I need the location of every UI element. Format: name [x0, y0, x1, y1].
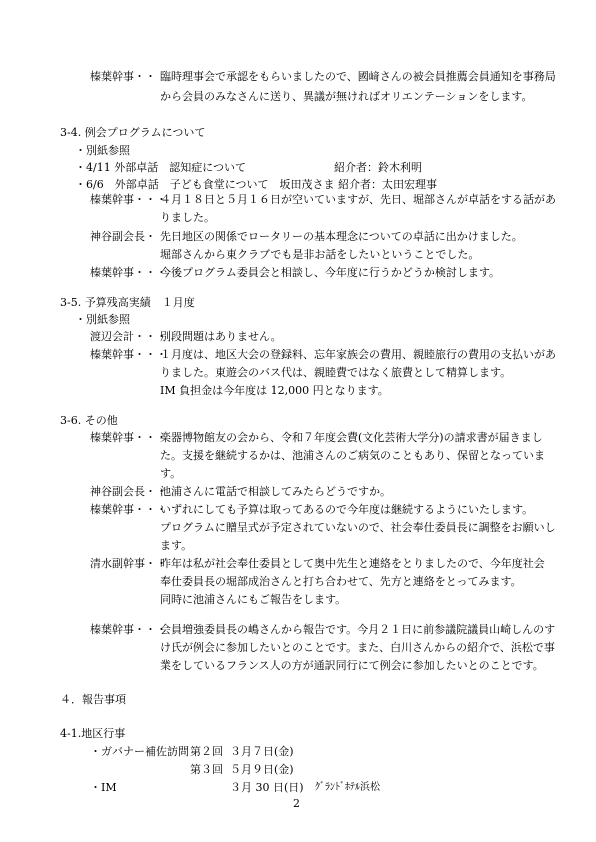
paragraph-line: 池浦さんに電話で相談してみたらどうですか。	[160, 485, 391, 498]
speaker-label: 榛葉幹事・・	[90, 70, 156, 83]
paragraph-line: 昨年は私が社会奉仕委員として奥中先生と連絡をとりましたので、今年度社会	[160, 557, 545, 570]
paragraph-line: 堀部さんから東クラブでも是非お話をしたいということでした。	[160, 248, 480, 261]
paragraph-line: 今後プログラム委員会と相談し、今年度に行うかどうか検討します。	[160, 266, 501, 279]
speaker-label: 榛葉幹事・・・	[90, 266, 167, 279]
event-date: ３月７日(金)	[230, 745, 294, 758]
subsection-heading: 4-1.地区行事	[60, 727, 126, 740]
paragraph-line: ます。	[160, 539, 193, 552]
paragraph-line: １月度は、地区大会の登録料、忘年家族会の費用、親睦旅行の費用の支払いがあ	[160, 348, 556, 361]
event-round: 第２回	[190, 745, 223, 758]
paragraph-line: 臨時理事会で承認をもらいましたので、國﨑さんの被会員推薦会員通知を事務局	[160, 70, 556, 83]
section-heading: 3-6. その他	[60, 414, 118, 427]
paragraph-line: りました。東遊会のバス代は、親睦費ではなく旅費として精算します。	[160, 366, 512, 379]
paragraph-line: す。	[160, 467, 182, 480]
paragraph-line: け氏が例会に参加したいとのことです。また、白川さんからの紹介で、浜松で事	[160, 641, 555, 654]
bullet-item: ・4/11 外部卓話 認知症について 紹介者：鈴木利明	[75, 161, 422, 174]
event-date: ３月 30 日(日)	[230, 781, 304, 794]
speaker-label: 清水副幹事・・	[90, 557, 167, 570]
section-heading: 3-5. 予算残高実績 １月度	[60, 296, 195, 309]
paragraph-line: 業をしているフランス人の方が通訳同行にて例会に参加したいとのことです。	[160, 659, 544, 672]
speaker-label: 榛葉幹事・・・	[90, 193, 167, 206]
speaker-label: 渡辺会計・・・	[90, 330, 167, 343]
speaker-label: 榛葉幹事・・・	[90, 503, 167, 516]
paragraph-line: ４月１８日と５月１６日が空いていますが、先日、堀部さんが卓話をする話があ	[160, 193, 556, 206]
paragraph-line: プログラムに贈呈式が予定されていないので、社会奉仕委員長に調整をお願いし	[160, 521, 556, 534]
event-date: ５月９日(金)	[230, 763, 294, 776]
speaker-label: 榛葉幹事・・・	[90, 623, 167, 636]
bullet-item: ・別紙参照	[75, 313, 130, 326]
paragraph-line: りました。	[160, 211, 215, 224]
speaker-label: 榛葉幹事・・・	[90, 431, 167, 444]
section-heading: ４．報告事項	[60, 693, 126, 706]
event-round: 第３回	[190, 763, 223, 776]
paragraph-line: いずれにしても予算は取ってあるので今年度は継続するようにいたします。	[160, 503, 534, 516]
paragraph-line: 別段問題はありません。	[160, 330, 282, 343]
bullet-item: ・別紙参照	[75, 144, 130, 157]
paragraph-line: 同時に池浦さんにもご報告をします。	[160, 593, 347, 606]
speaker-label: 榛葉幹事・・・	[90, 348, 167, 361]
event-label: ・ガバナー補佐訪問	[90, 745, 189, 758]
bullet-item: ・6/6 外部卓話 子ども食堂について 坂田茂さま 紹介者：太田宏理事	[75, 178, 437, 191]
event-venue: ｸﾞﾗﾝﾄﾞﾎﾃﾙ浜松	[315, 782, 380, 793]
event-label: ・IM	[90, 781, 117, 794]
paragraph-line: から会員のみなさんに送り、異議が無ければオリエンテーションをします。	[160, 90, 533, 103]
paragraph-line: 会員増強委員長の嶋さんから報告です。今月２１日に前参議院議員山崎しんのす	[160, 623, 556, 636]
speaker-label: 神谷副会長・・	[90, 485, 167, 498]
page-number: 2	[293, 797, 300, 810]
paragraph-line: た。支援を継続するかは、池浦さんのご病気のこともあり、保留となっていま	[160, 449, 545, 462]
section-heading: 3-4. 例会プログラムについて	[60, 126, 206, 139]
paragraph-line: IM 負担金は今年度は 12,000 円となります。	[160, 384, 389, 397]
paragraph-line: 楽器博物館友の会から、令和７年度会費(文化芸術大学分)の請求書が届きまし	[160, 431, 543, 444]
paragraph-line: 先日地区の関係でロータリーの基本理念についての卓話に出かけました。	[160, 230, 523, 243]
paragraph-line: 奉仕委員長の堀部成治さんと打ち合わせて、先方と連絡をとってみます。	[160, 575, 522, 588]
speaker-label: 神谷副会長・	[90, 230, 156, 243]
